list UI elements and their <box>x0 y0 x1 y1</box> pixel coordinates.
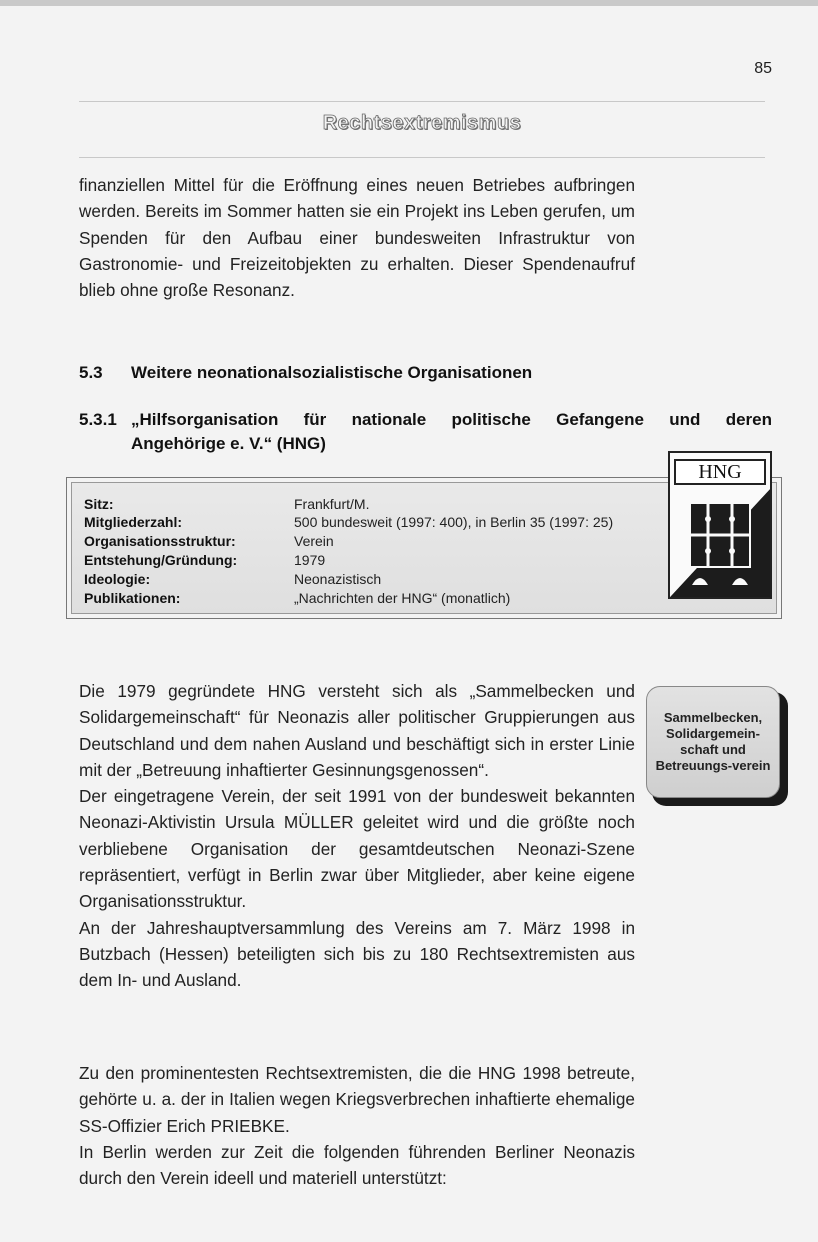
body-paragraph-3: An der Jahreshauptversammlung des Vereins am 7. März 1998 in Butzbach (Hessen) beteiligten sich bis zu 180 Rechtsextremisten aus dem In- und Ausland. <box>79 917 635 991</box>
header-rule-top <box>79 101 765 102</box>
body-text-2 <box>79 1060 635 1191</box>
hng-logo <box>668 451 772 599</box>
logo-title: HNG <box>674 459 766 485</box>
info-label: Organisationsstruktur: <box>84 533 236 549</box>
subsection-title-line1: „Hilfsorganisation für nationale politische Gefangene und deren <box>131 410 772 429</box>
margin-note <box>646 686 788 806</box>
running-head: Rechtsextremismus <box>322 112 522 134</box>
info-row-publikationen <box>84 590 724 607</box>
info-value: 500 bundesweit (1997: 400), in Berlin 35 (1997: 25) <box>294 514 614 530</box>
body-text <box>79 678 635 994</box>
info-value: 1979 <box>294 552 326 568</box>
info-row-struktur <box>84 533 724 550</box>
section-heading <box>79 363 532 383</box>
page-number: 85 <box>754 60 772 77</box>
info-label: Mitgliederzahl: <box>84 514 183 530</box>
info-label: Publikationen: <box>84 590 181 606</box>
section-number: 5.3 <box>79 363 103 382</box>
body-paragraph-5: In Berlin werden zur Zeit die folgenden führenden Berliner Neonazis durch den Verein ideell und materiell unterstützt: <box>79 1141 635 1189</box>
intro-text: finanziellen Mittel für die Eröffnung eines neuen Betriebes aufbringen werden. Bereits im Sommer hatten sie ein Projekt ins Leben gerufen, um Spenden für den Aufbau einer bundesweiten Infrastruktur von Gastronomie- und Freizeitobjekten zu erhalten. Dieser Spendenaufruf blieb ohne große Resonanz. <box>79 175 635 301</box>
info-label: Ideologie: <box>84 571 151 587</box>
info-value: Frankfurt/M. <box>294 496 370 512</box>
body-paragraph-2: Der eingetragene Verein, der seit 1991 von der bundesweit bekannten Neonazi-Aktivistin Ursula MÜLLER geleitet wird und die größte noch verbliebene Organisation der gesamtdeutschen Neonazi-Szene repräsentiert, verfügt in Berlin zwar über Mitglieder, aber keine eigene Organisationsstruktur. <box>79 786 635 912</box>
intro-paragraph <box>79 172 635 303</box>
subsection-heading <box>79 408 772 456</box>
info-row-sitz <box>84 496 724 513</box>
info-row-mitglieder <box>84 514 724 531</box>
subsection-title-line2: Angehörige e. V.“ (HNG) <box>131 434 326 453</box>
info-value: Verein <box>294 533 334 549</box>
info-row-ideologie <box>84 571 724 588</box>
subsection-number: 5.3.1 <box>79 410 117 429</box>
info-row-gruendung <box>84 552 724 569</box>
info-value: Neonazistisch <box>294 571 382 587</box>
info-label: Entstehung/Gründung: <box>84 552 238 568</box>
body-paragraph-1: Die 1979 gegründete HNG versteht sich als „Sammelbecken und Solidargemeinschaft“ für Neonazis aller politischer Gruppierungen aus Deutschland und dem nahen Ausland und beschäftigt sich in erster Linie mit der „Betreuung inhaftierter Gesinnungsgenossen“. <box>79 681 635 780</box>
margin-note-text: Sammelbecken, Solidargemein-schaft und Betreuungs-verein <box>655 710 771 773</box>
header-rule-bottom <box>79 157 765 158</box>
logo-emblem-icon <box>670 489 770 597</box>
top-edge <box>0 0 818 6</box>
body-paragraph-4: Zu den prominentesten Rechtsextremisten, die die HNG 1998 betreute, gehörte u. a. der in Italien wegen Kriegsverbrechen inhaftierte ehemalige SS-Offizier Erich PRIEBKE. <box>79 1063 635 1136</box>
margin-note-box <box>646 686 780 798</box>
info-value: „Nachrichten der HNG“ (monatlich) <box>294 590 511 606</box>
section-title: Weitere neonationalsozialistische Organisationen <box>131 363 533 382</box>
info-label: Sitz: <box>84 496 114 512</box>
